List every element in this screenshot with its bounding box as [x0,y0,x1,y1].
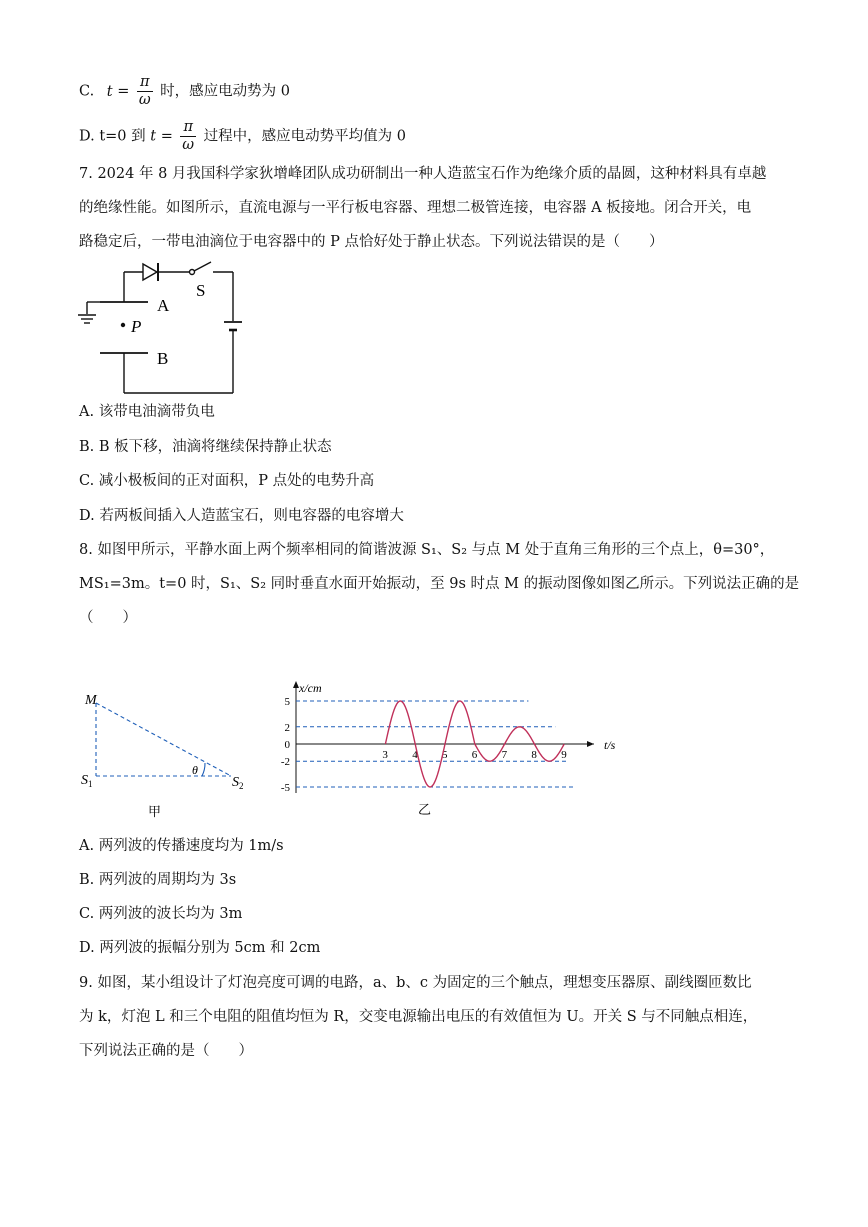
q7-option-b: B. B 板下移，油滴将继续保持静止状态 [79,439,332,455]
x-axis-arrow [587,741,594,747]
q8-stem-line-1: 8. 如图甲所示，平静水面上两个频率相同的简谐波源 S₁、S₂ 与点 M 处于直角三角形的三个点上，θ=30°， [79,542,775,558]
label-theta: θ [192,763,198,777]
q6-option-d: D. t=0 到 t = $\frac{\pi}{\omega}$ 过程中，感应电动势平均值为 0 [79,119,406,153]
vibration-graph [270,678,630,823]
x-tick-label: 8 [531,749,537,761]
q9-stem-line-3: 下列说法正确的是（ ） [79,1043,253,1059]
label-b: B [157,349,169,368]
caption-jia: 甲 [148,804,162,819]
q7-stem-line-2: 的绝缘性能。如图所示，直流电源与一平行板电容器、理想二极管连接，电容器 A 板接地。闭合开关，电 [79,200,752,216]
q8-option-d: D. 两列波的振幅分别为 5cm 和 2cm [79,940,321,956]
x-tick-label: 9 [561,749,567,761]
q8-option-b: B. 两列波的周期均为 3s [79,872,237,888]
y-tick-label: 5 [284,696,290,708]
q7-option-c: C. 减小极板间的正对面积，P 点处的电势升高 [79,473,375,489]
capacitor-circuit-diagram [75,258,255,398]
oil-drop-point [121,323,125,327]
q8-stem-line-2: MS₁=3m。t=0 时，S₁、S₂ 同时垂直水面开始振动，至 9s 时点 M 的振动图像如图乙所示。下列说法正确的是 [79,576,800,592]
q9-stem-line-1: 9. 如图，某小组设计了灯泡亮度可调的电路，a、b、c 为固定的三个触点，理想变压器原、副线圈匝数比 [79,975,752,991]
x-tick-label: 4 [412,749,418,761]
y-axis-label: x/cm [299,681,322,695]
wave-source-triangle-diagram [78,688,253,823]
pi-over-omega-fraction: $\frac{\pi}{\omega}$ [182,119,195,153]
q7-option-a: A. 该带电油滴带负电 [79,404,215,420]
q8-option-a: A. 两列波的传播速度均为 1m/s [79,838,284,854]
q8-option-c: C. 两列波的波长均为 3m [79,906,243,922]
q8-stem-line-3: （ ） [79,610,137,626]
label-s2: $S_2$ [232,775,244,791]
q6-option-c: C. t = $\frac{\pi}{\omega}$ 时，感应电动势为 0 [79,74,290,108]
label-s1: $S_1$ [81,773,93,789]
q9-stem-line-2: 为 k，灯泡 L 和三个电阻的阻值均恒为 R，交变电源输出电压的有效值恒为 U。开关 S 与不同触点相连， [79,1009,758,1025]
y-tick-label: 0 [284,739,290,751]
x-tick-label: 7 [501,749,508,761]
x-axis-label: t/s [604,738,616,752]
q7-stem-line-3: 路稳定后，一带电油滴位于电容器中的 P 点恰好处于静止状态。下列说法错误的是（ ） [79,234,664,250]
y-tick-label: -2 [280,756,290,769]
y-tick-label: -5 [280,782,290,794]
label-s: S [196,281,206,300]
pi-over-omega-fraction: $\frac{\pi}{\omega}$ [138,74,151,108]
y-tick-label: 2 [284,721,290,734]
chart-caption-yi: 乙 [418,802,432,817]
x-tick-label: 3 [382,749,388,761]
x-tick-label: 5 [442,749,448,761]
q7-stem-line-1: 7. 2024 年 8 月我国科学家狄增峰团队成功研制出一种人造蓝宝石作为绝缘介质的晶圆，这种材料具有卓越 [79,166,767,182]
label-p: P [131,317,142,336]
label-m: M [85,693,97,708]
label-a: A [157,296,170,315]
q7-option-d: D. 若两板间插入人造蓝宝石，则电容器的电容增大 [79,508,404,524]
x-tick-label: 6 [471,749,478,761]
